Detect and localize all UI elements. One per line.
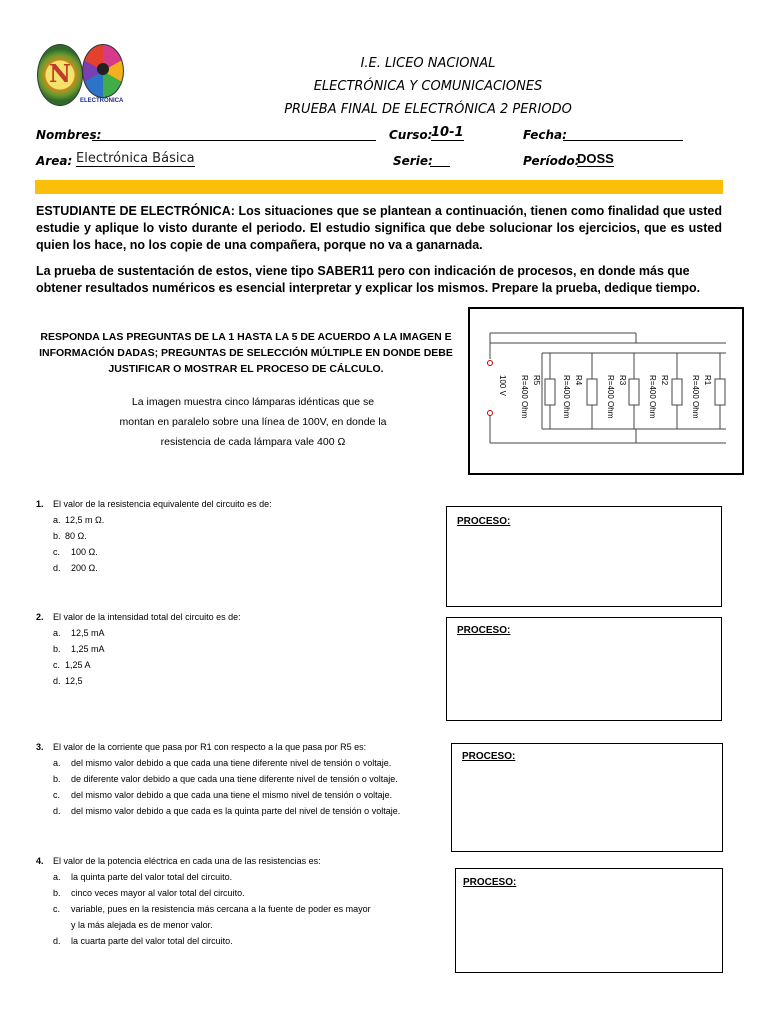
r3-name: R3 — [618, 375, 627, 386]
question-number: 3. — [36, 742, 44, 752]
option-letter[interactable]: b. — [53, 774, 61, 784]
option-letter[interactable]: d. — [53, 936, 61, 946]
option-letter[interactable]: a. — [53, 758, 61, 768]
r3-value: R=400 Ohm — [606, 375, 615, 419]
option-text[interactable]: de diferente valor debido a que cada una tiene diferente nivel de tensión o voltaje. — [71, 774, 398, 784]
option-letter[interactable]: a. — [53, 872, 61, 882]
process-box-4[interactable] — [455, 868, 723, 973]
option-text[interactable]: del mismo valor debido a que cada una tiene el mismo nivel de tensión o voltaje. — [71, 790, 393, 800]
resistor-r4 — [587, 379, 597, 405]
question-number: 1. — [36, 499, 44, 509]
option-text[interactable]: 200 Ω. — [71, 563, 98, 573]
r2-value: R=400 Ohm — [648, 375, 657, 419]
process-box-1[interactable] — [446, 506, 722, 607]
process-box-3[interactable] — [451, 743, 723, 852]
option-text[interactable]: 1,25 mA — [71, 644, 105, 654]
resistor-r3 — [629, 379, 639, 405]
question-3 — [36, 739, 456, 819]
process-label: PROCESO: — [462, 751, 516, 762]
exam-title: PRUEBA FINAL DE ELECTRÓNICA 2 PERIODO — [284, 102, 572, 117]
option-letter[interactable]: a. — [53, 515, 61, 525]
process-label: PROCESO: — [457, 516, 511, 527]
resistor-r2 — [672, 379, 682, 405]
serie-field[interactable] — [430, 166, 450, 167]
intro-paragraph-1: ESTUDIANTE DE ELECTRÓNICA: Los situaciones que se plantean a continuación, tienen como finalidad que usted estudie y aplique lo visto durante el periodo. El estudio significa que debe solucionar los ejercicios, que es usted quien los hace, no los copie de una compañera, porque no va a ganarnada. — [36, 204, 722, 252]
option-letter[interactable]: c. — [53, 547, 61, 557]
area-value: Electrónica Básica — [76, 151, 195, 166]
circuit-description: La imagen muestra cinco lámparas idénticas que se montan en paralelo sobre una línea de 100V, en donde la resistencia de cada lámpara vale 400 Ω — [119, 396, 387, 448]
periodo-value: DOSS — [577, 151, 614, 166]
fecha-field[interactable] — [563, 140, 683, 141]
option-letter[interactable]: d. — [53, 676, 61, 686]
source-label: 100 V — [498, 375, 507, 396]
curso-value: 10-1 — [431, 125, 464, 140]
question-text: El valor de la corriente que pasa por R1 con respecto a la que pasa por R5 es: — [53, 742, 367, 752]
intro-paragraph-2: La prueba de sustentación de estos, viene tipo SABER11 pero con indicación de procesos, en donde más que obtener resultados numéricos es esencial interpretar y explicar los mismos. Prepare la prueba, dedique tiempo. — [36, 264, 701, 295]
option-letter[interactable]: c. — [53, 904, 61, 914]
area-label: Area: — [36, 154, 73, 168]
periodo-label: Período: — [523, 154, 580, 168]
question-4 — [36, 853, 436, 949]
electronics-logo-caption: ELECTRÓNICA — [80, 98, 124, 104]
process-label: PROCESO: — [463, 877, 517, 888]
school-name: I.E. LICEO NACIONAL — [360, 56, 496, 71]
option-text[interactable]: la cuarta parte del valor total del circuito. — [71, 936, 233, 946]
option-text[interactable]: del mismo valor debido a que cada es la quinta parte del nivel de tensión o voltaje. — [71, 806, 401, 816]
option-letter[interactable]: a. — [53, 628, 61, 638]
option-text[interactable]: 12,5 mA — [71, 628, 105, 638]
r5-value: R=400 Ohm — [520, 375, 529, 419]
school-logo — [37, 44, 83, 106]
question-text: El valor de la intensidad total del circuito es de: — [53, 612, 241, 622]
circuit-diagram — [470, 309, 742, 473]
question-2 — [36, 609, 436, 689]
instructions-heading: RESPONDA LAS PREGUNTAS DE LA 1 HASTA LA 5 DE ACUERDO A LA IMAGEN E INFORMACIÓN DADAS; PREGUNTAS DE SELECCIÓN MÚLTIPLE EN DONDE DEBE JUSTIFICAR O MOSTRAR EL PROCESO DE CÁLCULO. — [39, 331, 453, 375]
r4-name: R4 — [574, 375, 583, 386]
fecha-label: Fecha: — [523, 128, 567, 142]
option-text[interactable]: variable, pues en la resistencia más cercana a la fuente de poder es mayor — [71, 904, 371, 914]
divider-band — [35, 180, 723, 194]
option-text[interactable]: 80 Ω. — [65, 531, 87, 541]
option-text[interactable]: 12,5 m Ω. — [65, 515, 105, 525]
r4-value: R=400 Ohm — [562, 375, 571, 419]
process-box-2[interactable] — [446, 617, 722, 721]
option-text[interactable]: 12,5 — [65, 676, 83, 686]
question-text: El valor de la potencia eléctrica en cada una de las resistencias es: — [53, 856, 321, 866]
question-number: 4. — [36, 856, 44, 866]
option-letter[interactable]: d. — [53, 563, 61, 573]
circuit-diagram-frame — [468, 307, 744, 475]
curso-label: Curso: — [389, 128, 433, 142]
option-text[interactable]: la quinta parte del valor total del circuito. — [71, 872, 233, 882]
option-letter[interactable]: b. — [53, 888, 61, 898]
option-letter[interactable]: d. — [53, 806, 61, 816]
option-text[interactable]: 100 Ω. — [71, 547, 98, 557]
option-letter[interactable]: b. — [53, 644, 61, 654]
resistor-r1 — [715, 379, 725, 405]
option-text[interactable]: 1,25 A — [65, 660, 91, 670]
serie-label: Serie: — [393, 154, 433, 168]
r2-name: R2 — [660, 375, 669, 386]
nombres-label: Nombres: — [36, 128, 102, 142]
option-letter[interactable]: c. — [53, 790, 61, 800]
department-name: ELECTRÓNICA Y COMUNICACIONES — [313, 79, 543, 94]
process-label: PROCESO: — [457, 625, 511, 636]
option-letter[interactable]: b. — [53, 531, 61, 541]
nombres-field[interactable] — [92, 140, 376, 141]
option-text[interactable]: del mismo valor debido a que cada una tiene diferente nivel de tensión o voltaje. — [71, 758, 392, 768]
r1-name: R1 — [703, 375, 712, 386]
question-1 — [36, 496, 436, 576]
school-logo-letter: N — [49, 59, 71, 88]
question-number: 2. — [36, 612, 44, 622]
resistor-r5 — [545, 379, 555, 405]
question-text: El valor de la resistencia equivalente del circuito es de: — [53, 499, 272, 509]
r1-value: R=400 Ohm — [691, 375, 700, 419]
r5-name: R5 — [532, 375, 541, 386]
option-text[interactable]: cinco veces mayor al valor total del circuito. — [71, 888, 245, 898]
option-letter[interactable]: c. — [53, 660, 61, 670]
option-text[interactable]: y la más alejada es de menor valor. — [71, 920, 213, 930]
